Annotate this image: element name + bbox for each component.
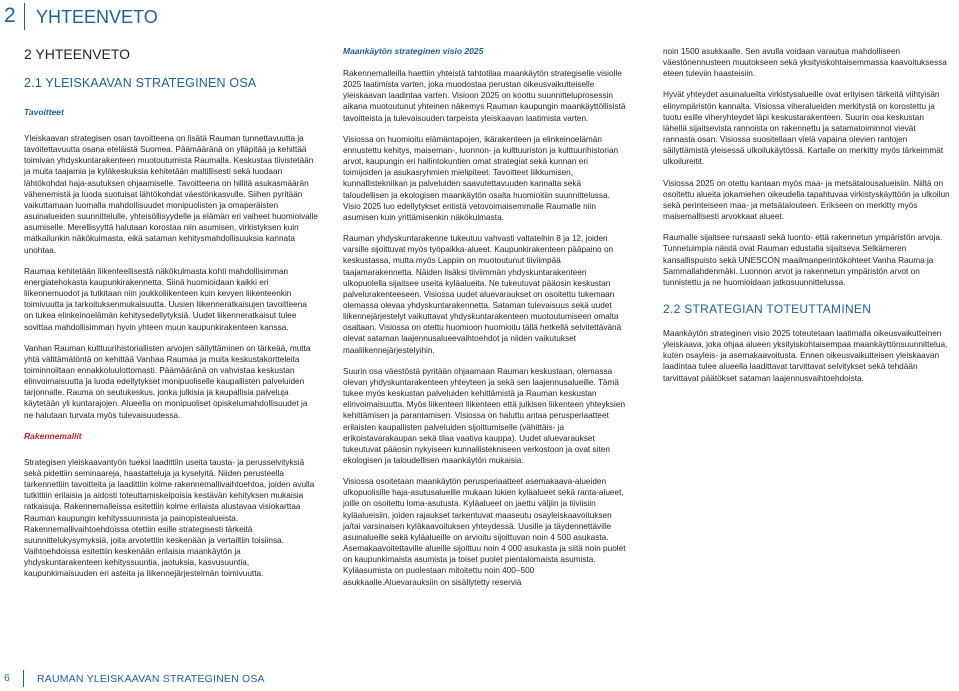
paragraph: Visiossa osoitetaan maankäytön perusperiaatteet asemakaava-alueiden ulkopuolisille haja-asutusalueille mukaan lukien kyläalueet sekä ranta-alueet, joille on osoitettu loma-asutusta. Kyläalueet on jaettu väljiin ja tiiviisiin kyläalueisiin, joiden rajaukset tarkentuvat maaseutu osayleiskaavoituksen ja/tai varsinaisen kyläkaavoituksen yhteydessä. Uusille ja täydennettäville asuinalueille sekä kyläalueille on arvioitu sijoittuvan noin 4 500 asukasta. Asemakaavoitettaville alueille sijoittuu noin 4 000 asukasta ja siitä noin puolet on kaupunkimaista asumista ja toiset puolet pientalomaista asumista. Kyläasumista on puolestaan mitoitettu noin 400–500 asukkaalle.Aluevarauksiin on sisällytetty reserviä [343, 477, 626, 587]
footer-divider [23, 670, 24, 687]
section-title-2-2: 2.2 STRATEGIAN TOTEUTTAMINEN [663, 301, 872, 316]
chapter-number: 2 [4, 4, 16, 27]
footer-document-title: RAUMAN YLEISKAAVAN STRATEGINEN OSA [37, 673, 265, 685]
subheading-vision: Maankäytön strateginen visio 2025 [343, 46, 484, 56]
paragraph: Rauman yhdyskuntarakenne tukeutuu vahvasti valtateihin 8 ja 12, joiden varsille sijoittuvat myös työpaikka-alueet. Kaupunkirakenteen pääpaino on keskustassa, mutta myös Lappiin on muotoutunut tiiviimpää taajamarakennetta. Näiden lisäksi tiiviimmän yhdyskuntarakenteen ulkopuolella sijaitsee useita kyläalueita. Ne tukeutuvat pääosin keskustan palvelurakenteeseen. Visiossa uudet aluevaraukset on osoitettu tukemaan olemassa olevaa yhdyskuntarakennetta. Sataman tulevaisuus sekä uudet liikennejärjestelyt vaikuttavat yhdyskuntarakenteen muotoutumiseen omalta osaltaan. Visiossa on otettu huomioon huomioitu tällä hetkellä selvitettävänä olevat sataman laajennusalueevaihtoehdot ja niiden vaikutukset maaliikennejärjestelyihin. [343, 234, 622, 355]
paragraph: Strategisen yleiskaavantyön tueksi laadittiin useita tausta- ja perusselvityksiä sekä pidettiin seminaareja, haastatteluja ja kyselyitä. Niiden perusteella tarkennettiin tavoitteita ja laadittiin kolme rakennemallivaihtoehtoa, joiden avulla tutkittiin erilaisia ja aidosti toteuttamiskelpoisia kestävän kehityksen mukaisia ratkaisuja. Rakennemalleissa esitettiin kolme erilaista alustavaa visiokarttaa Rauman kaupungin kehityssuunnista ja painopistealueista. Rakennemallivaihtoehdoissa otettiin esille strategisesti tärkeitä suunnittelukysymyksiä, joita arvotettiin keskenään ja vertailtiin toisiinsa. Vaihtoehdoissa esitettiin keskenään erilaisia maankäytön ja yhdyskuntarakenteen kehityssuuntia, jaotuksia, kasvusuuntia, kaupunkimaisuuden eri asteita ja liikennejärjestelmän toimivuutta. [24, 457, 315, 579]
subheading-structure-models: Rakennemallit [24, 430, 82, 441]
page-footer [0, 668, 959, 691]
paragraph: Visiossa on huomioitu elämäntapojen, ikärakenteen ja elinkeinoelämän ennustettu kehitys, maiseman-, luonnon- ja kulttuuriston ja kulttuurihistorian arvot, kaupungin eri hallintokuntien omat strategiat sekä kunnan eri toimijoiden ja asukasryhmien mielipiteet. Tavoitteet liikkumisen, kunnallistekniikan ja palveluiden saavutettavuuden kannalta sekä taloudellisen ja ekologisen maankäytön osalta huomioitiin suunnittelussa. Visio 2025 luo edellytykset entistä vetovoimaisemmalle Raumalle niin asumisen kuin yrittämisenkin näkökulmasta. [343, 134, 619, 222]
paragraph: Suurin osa väestöstä pyritään ohjaamaan Rauman keskustaan, olemassa olevan yhdyskuntarakenteen yhteyteen ja sekä sen laajennusalueille. Tämä tukee myös keskustan palveluiden kehittämistä ja Rauman keskustan elinvoimaisuutta. Myös liikenteen liikenteen että julkisen liikenteen yhteyksien kehittämisen ja parantamisen. Visiossa on haluttu antaa perusperiaatteet erilaisten kaupallisten palveluiden sijoittumiselle (vähittäis- ja erikoistavarakaupan sekä tilaa vaativa kauppa). Uudet aluevaraukset tukeutuvat pääosin nykyiseen kunnallistekniseen verkostoon ja ovat siten ekologisen ja taloudellisen maankäytön mukaisia. [343, 366, 626, 465]
paragraph: Rakennemalleilla haettiin yhteistä tahtotilaa maankäytön strategiselle visiolle 2025 laatimista varten, joka muodostaa perustan oikeusvaikutteiselle yleiskaavan laadintaa varten. Visioon 2025 on koottu suunnitteluprosessin aikana muotoutunut yhteinen näkemys Rauman kaupungin maankäyttöllisistä tavoitteista ja tulevaisuuden tarpeista yleiskaavan laatimista varten. [343, 69, 626, 123]
section-title-2-1: 2.1 YLEISKAAVAN STRATEGINEN OSA [24, 76, 257, 90]
column-1 [24, 46, 318, 589]
paragraph: Vanhan Rauman kulttuurihistoriallisten arvojen säilyttäminen on tärkeää, mutta yhtä välttämätöntä on kehittää Vanhaa Raumaa ja muita keskustakortteleita toiminnoiltaan ennakkoluulottomasti. Päämääränä on vahvistaa keskustan elinvoimaisuutta ja luoda edellytykset monipuoliselle kaupallisten palveluiden tarjonnalle. Rauma on seutukeskus, jonka julkisia ja kaupallisia palveluja käytetään yli kuntarajojen. Alueella on monipuoliset opiskelumahdollisuudet ja ne halutaan turvata myös tulevaisuudessa. [24, 343, 311, 420]
page-header [0, 0, 959, 35]
chapter-title: YHTEENVETO [36, 7, 158, 27]
column-2 [343, 46, 629, 598]
paragraph: Maankäytön strateginen visio 2025 toteutetaan laatimalla oikeusvaikutteinen yleiskaava, joka ohjaa alueen yksityiskohtaisempaa maankäyttönsuunnittelua, kuten osayleis- ja asemakaavoitusta. Ennen oikeusvaikutteisen yleiskaavan laadintaa tulee alueella laadittavat tarvittavat selvitykset sekä tehdään tarvittavat päätökset sataman laajennusvaihtoehdoista. [663, 328, 948, 383]
paragraph: Visiossa 2025 on otettu kantaan myös maa- ja metsätalousalueisiin. Niiltä on osoitettu alueita jokamiehen oikeudella tapahtuvaa virkistyskäyttöön ja ulkoilun sekä perinteiseen maa- ja metsätalouteen. Erikseen on merkitty myös maisemallisesti arvokkaat alueet. [663, 178, 950, 222]
header-divider [24, 3, 25, 30]
column-3 [663, 46, 950, 394]
page-number: 6 [4, 672, 10, 684]
paragraph: Yleiskaavan strategisen osan tavoitteena on lisätä Rauman tunnettavuutta ja tavoitettavuutta osana eteläistä Suomea. Päämääränä on ylläpitää ja kehittää toimivan yhdyskuntarakenteen muotoutumista Raumalla. Keskustaa tiivistetään ja muita taajamia ja kyläkeskuksia kehitetään maltillisesti sekä luodaan lähtökohdat haja-asutuksen ohjaamiselle. Tavoitteena on hillitä asukasmäärän vähenemistä ja luoda suotuisat lähtökohdat väestönkasvulle. Siihen pyritään vaikuttamaan luomalla mahdollisuudet monipuolisten ja omaperäisten asuinalueiden suunnittelulle, yhteisöllisyydelle ja elämän eri vaiheet huomioivalle asumiselle. Merellisyyttä halutaan korostaa niin asumisen, virkistyksen kuin matkailunkin näkökulmasta, eikä sataman kehitysmahdollisuuksia kannata unohtaa. [24, 134, 318, 255]
paragraph: noin 1500 asukkaalle. Sen avulla voidaan varautua mahdolliseen väestönennusteen muutokseen sekä yksityiskohtaisemmassa kaavoituksessa eteen tuleviin haasteisiin. [663, 47, 947, 79]
paragraph: Hyvät yhteydet asuinalueilta virkistysalueille ovat erityisen tärkeitä viihtyisän elinympäristön kannalta. Visiossa viheralueiden merkitystä on korostettu ja tuotu esille viheryhteydet läpi keskustarakenteen. Suurin osa keskustan lähellä sijaitsevista rannoista on rakennettu ja satamatoiminnot vievät rannasta osan. Visiossa suositellaan vielä vapaina olevien rantojen säilyttämistä yleisessä ulkoilukäytössä. Kartalle on merkitty myös tärkeimmät ulkoilureitit. [663, 90, 944, 167]
paragraph: Raumaa kehitetään liikenteellisestä näkökulmasta kohti mahdollisimman energiatehokasta kaupunkirakennetta. Siinä huomioidaan kaikki eri liikennemuodot ja tutkitaan niin joukkoliikenteen kuin kevyen liikenteenkin toimivuutta ja tarkoituksenmukaisuutta. Uusien liikenneratkaisujen tavoitteena on tukea elinkeinoelämän kehitysedellytyksiä. Uudet liikenneratkaisut tulee sovittaa mahdollisimman hyvin yhteen muun kaupunkirakenteen kanssa. [24, 266, 307, 332]
paragraph: Raumalle sijaitsee runsaasti sekä luonto- että rakennetun ympäristön arvoja. Tunnetuimpia näistä ovat Rauman edustalla sijaitseva Selkämeren kansallispuisto sekä UNESCON maailmanperintökohteet Vanha Rauma ja Sammallahdenmäki. Luonnon arvot ja rakennetun ympäristön arvot on tunnistettu ja ne huomioidaan jatkosuunnittelussa. [663, 233, 943, 287]
page-title: 2 YHTEENVETO [24, 46, 131, 62]
subheading-goals: Tavoitteet [24, 107, 64, 117]
